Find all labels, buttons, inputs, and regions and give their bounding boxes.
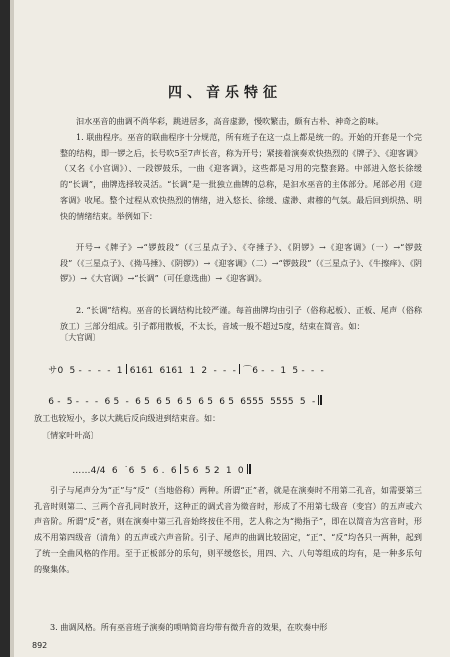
notation-2a: 6 - 5 - - - 6 5 - 6 5 6 5 6 5 6 5 6 5 <box>48 397 235 407</box>
paragraph-zheng-fan: 引子与尾声分为“正”与“反”（当地俗称）两种。所谓“正”者，就是在演奏时不用第二孔音，如需要第三孔音时则第二、三两个音孔同时放开，这种正的调式音为徵音时，形成了不用第七级音（变宫）的五声或六声音阶。所谓“反”者，则在演奏中第三孔音始终按住不用，艺人称之为“拗指子”，即在以简音为宫音时，形成不用第四级音（清角）的五声或六声音阶。引子、尾声的曲调比较固定，“正”、“反”均各只一两种，起到了统一全曲风格的作用。至于正板部分的乐句，则平缓悠长，用四、六、八句等组成的均有，是一种多乐句的聚集体。 <box>34 485 422 574</box>
notation-line-1 <box>36 353 324 386</box>
notation-line-3 <box>60 454 254 486</box>
paragraph-ending: 放工也较短小，多以大跳后反向级进到结束音。如： <box>34 413 221 423</box>
final-barline <box>318 395 322 405</box>
paragraph-long-tune-structure: 2. “长调”结构。巫音的长调结构比较严谨。每首曲牌均由引子（俗称起板）、正板、尾声（俗称放工）三部分组成。引子都用散板，不太长，音域一般不超过5度，结束在简音。如： <box>60 305 422 331</box>
notation-3a: ……4/4 6 ˙6 5 6 . 6 <box>72 466 177 476</box>
example-label-qingjia: 〔情家叶叶高〕 <box>42 430 99 440</box>
paragraph-suite-structure: 1. 联曲程序。巫音的联曲程序十分规范，所有班子在这一点上都是统一的。开始的开套是一个完整的结构，即一锣之后，长号吹5至7声长音，称为开号；紧接着演奏欢快热烈的《牌子》、《迎客调》（又名《小官调》）、一段锣鼓乐，一曲《迎客调》，这些都是习用的完整套路。中部进入悠长徐缓的“长调”，曲牌选择较灵活。“长调”是一批独立曲牌的总称，是汩水巫音的主体部分。尾部必用《迎客调》收尾。整个过程从欢快热烈的情绪，进入悠长、徐缓、虚渺、肃穆的气氛。最后回到炽热、明快的情绪结束。举例如下： <box>60 132 422 221</box>
paragraph-suite-example: 开号→《牌子》→“锣鼓段”（《三星点子》、《夺捶子》、《阴锣》→《迎客调》（一）→“锣鼓段”（《三星点子》、《拗马捶》、《阴锣》）→《迎客调》（二）→“锣鼓段”（《三星点子》、《牛擦痒》、《阴锣》）→《大官调》→“长调”（可任意选曲）→《迎客调》。 <box>60 242 422 284</box>
notation-1c: ⌒6 - - 1 5 - - - <box>243 366 324 376</box>
notation-2b: 6555 5555 5 - <box>240 397 316 407</box>
example-label-daguan: 〔大官调〕 <box>60 332 101 342</box>
notation-1a: サ0 5 - - - - 1 <box>48 366 123 376</box>
barline <box>180 464 181 474</box>
paragraph-intro: 汩水巫音的曲调不尚华彩，跳进居多，高音虚渺，慢吹繁击，颇有古朴、神奇之韵味。 <box>76 116 384 126</box>
section-title: 四、音乐特征 <box>168 85 282 101</box>
notation-1b: 6161 6161 1 2 - - - <box>129 366 237 376</box>
page-number: 892 <box>32 641 48 650</box>
barline <box>126 364 127 374</box>
paragraph-melody-style: 3. 曲调风格。所有巫音班子演奏的唢呐简音均带有微升音的效果，在吹奏中形 <box>50 622 328 632</box>
final-barline <box>247 464 251 474</box>
barline <box>239 364 240 374</box>
notation-3b: 5 6 5 2 1 0 <box>183 466 244 476</box>
